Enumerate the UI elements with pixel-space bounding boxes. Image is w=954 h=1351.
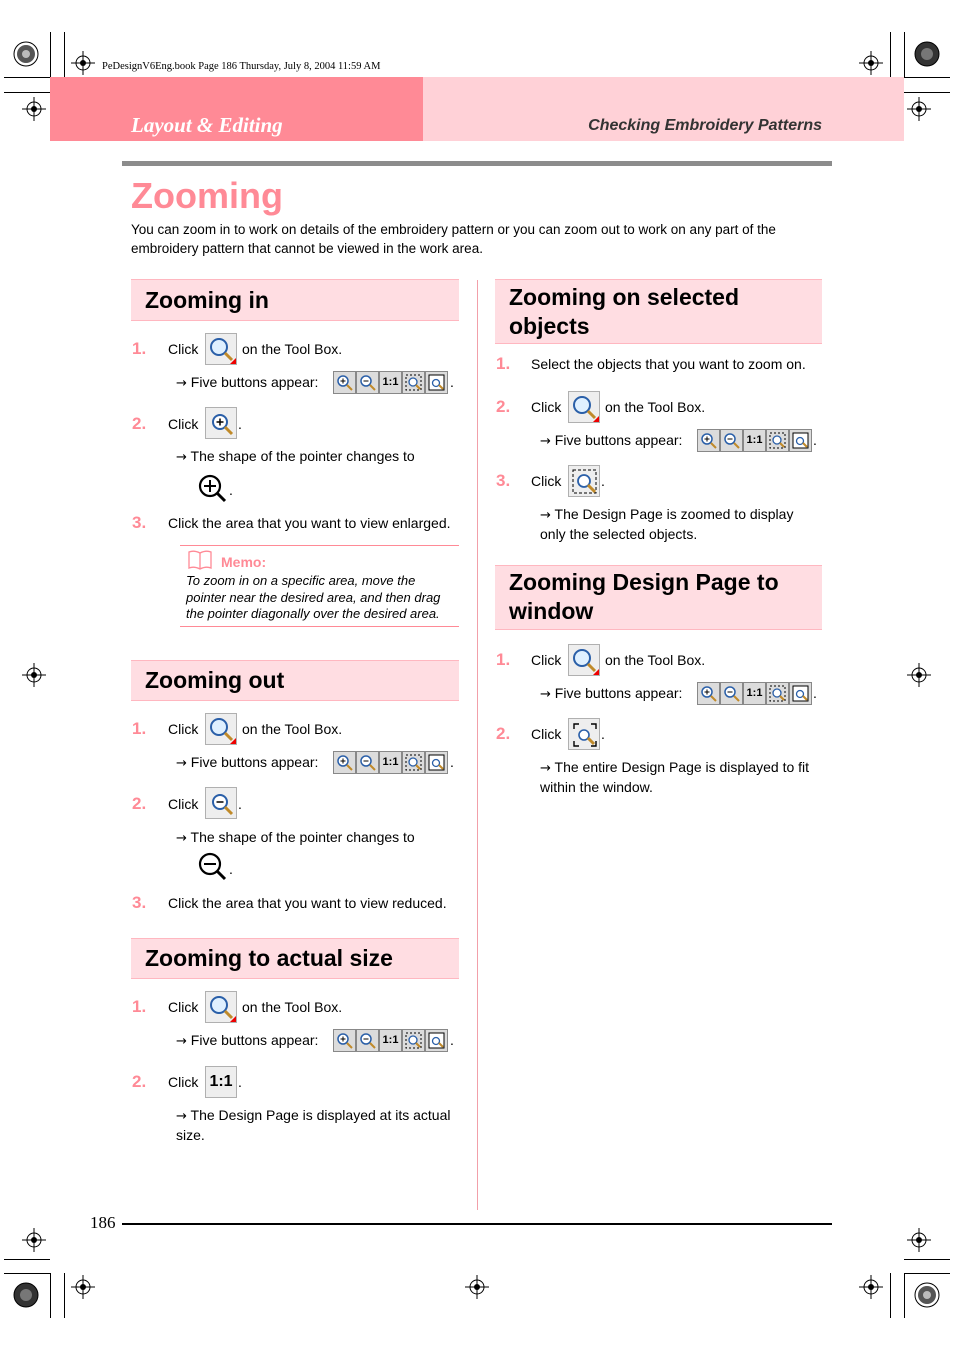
step-text: Click bbox=[531, 726, 562, 742]
registration-mark-icon bbox=[907, 1228, 931, 1252]
registration-mark-icon bbox=[71, 51, 95, 75]
step-number: 1. bbox=[496, 650, 511, 669]
zoom-selected-icon[interactable] bbox=[402, 751, 425, 774]
step-text: Click bbox=[531, 652, 562, 668]
zoom-selected-icon[interactable] bbox=[402, 1029, 425, 1052]
result-text: → Five buttons appear: bbox=[176, 374, 319, 391]
zoom-tool-button[interactable] bbox=[568, 644, 600, 676]
zoom-tool-button[interactable] bbox=[568, 391, 600, 423]
result-text: → Five buttons appear: bbox=[540, 432, 683, 449]
result-text: → The shape of the pointer changes to bbox=[176, 829, 415, 846]
step-number: 1. bbox=[132, 719, 147, 738]
step-text: Click the area that you want to view enlarged. bbox=[168, 515, 451, 531]
result-text: → The entire Design Page is displayed to fit within the window. bbox=[540, 759, 810, 795]
book-icon bbox=[187, 550, 213, 570]
registration-mark-icon bbox=[22, 97, 46, 121]
period: . bbox=[813, 432, 817, 448]
step-number: 2. bbox=[132, 414, 147, 433]
zoom-in-pointer-icon bbox=[197, 473, 227, 503]
zoom-out-button[interactable] bbox=[205, 787, 237, 819]
registration-mark-icon bbox=[22, 663, 46, 687]
zoom-button-strip bbox=[333, 751, 448, 774]
memo-box bbox=[180, 545, 459, 627]
zoom-in-icon[interactable] bbox=[333, 1029, 356, 1052]
memo-text: To zoom in on a specific area, move the pointer near the desired area, and then drag the pointer diagonally over the desired area. bbox=[186, 573, 441, 621]
zoom-selected-icon[interactable] bbox=[402, 371, 425, 394]
registration-mark-icon bbox=[907, 663, 931, 687]
step-text: Click bbox=[168, 416, 199, 432]
step-text: on the Tool Box. bbox=[605, 399, 706, 415]
zoom-out-icon[interactable] bbox=[720, 682, 743, 705]
zoom-in-icon[interactable] bbox=[697, 682, 720, 705]
memo-title: Memo: bbox=[221, 554, 267, 570]
zoom-in-button[interactable] bbox=[205, 407, 237, 439]
period: . bbox=[238, 1074, 242, 1090]
page-title: Zooming bbox=[131, 175, 283, 216]
star-target-icon bbox=[914, 41, 940, 67]
zoom-tool-button[interactable] bbox=[205, 991, 237, 1023]
zoom-in-icon[interactable] bbox=[333, 751, 356, 774]
period: . bbox=[229, 861, 233, 877]
zoom-to-window-button[interactable] bbox=[568, 718, 600, 750]
result-text: → Five buttons appear: bbox=[540, 685, 683, 702]
registration-mark-icon bbox=[859, 51, 883, 75]
zoom-out-icon[interactable] bbox=[720, 429, 743, 452]
page-number: 186 bbox=[90, 1213, 116, 1232]
step-text: on the Tool Box. bbox=[605, 652, 706, 668]
actual-size-icon[interactable]: 1:1 bbox=[743, 682, 766, 705]
column-divider bbox=[477, 280, 478, 1210]
zoom-selected-icon[interactable] bbox=[766, 682, 789, 705]
step-number: 2. bbox=[132, 794, 147, 813]
registration-mark-icon bbox=[859, 1275, 883, 1299]
period: . bbox=[450, 754, 454, 770]
section-heading: Zooming on selected objects bbox=[509, 284, 740, 339]
zoom-button-strip bbox=[697, 429, 812, 452]
actual-size-icon[interactable]: 1:1 bbox=[743, 429, 766, 452]
zoom-to-window-icon[interactable] bbox=[789, 429, 812, 452]
step-text: Click bbox=[168, 1074, 199, 1090]
section-title: Checking Embroidery Patterns bbox=[588, 117, 822, 134]
result-text: → Five buttons appear: bbox=[176, 754, 319, 771]
step-number: 3. bbox=[132, 893, 147, 912]
section-heading: Zooming in bbox=[145, 287, 269, 313]
period: . bbox=[450, 1032, 454, 1048]
section-heading: Zooming Design Page to window bbox=[509, 569, 779, 624]
zoom-selected-button[interactable] bbox=[568, 465, 600, 497]
result-text: → Five buttons appear: bbox=[176, 1032, 319, 1049]
period: . bbox=[601, 473, 605, 489]
step-text: Click bbox=[531, 399, 562, 415]
step-number: 3. bbox=[496, 471, 511, 490]
registration-mark-icon bbox=[465, 1275, 489, 1299]
step-text: Click bbox=[168, 341, 199, 357]
zoom-to-window-icon[interactable] bbox=[425, 371, 448, 394]
period: . bbox=[238, 416, 242, 432]
zoom-selected-icon[interactable] bbox=[766, 429, 789, 452]
zoom-out-icon[interactable] bbox=[356, 371, 379, 394]
zoom-out-icon[interactable] bbox=[356, 1029, 379, 1052]
period: . bbox=[450, 374, 454, 390]
actual-size-icon[interactable]: 1:1 bbox=[379, 1029, 402, 1052]
section-actual-size bbox=[131, 938, 459, 979]
section-heading: Zooming to actual size bbox=[145, 945, 393, 971]
star-target-icon bbox=[914, 1282, 940, 1308]
section-zoom-window bbox=[495, 565, 822, 630]
step-number: 2. bbox=[496, 397, 511, 416]
step-number: 1. bbox=[132, 339, 147, 358]
registration-mark-icon bbox=[71, 1275, 95, 1299]
star-target-icon bbox=[13, 41, 39, 67]
step-text: on the Tool Box. bbox=[242, 999, 343, 1015]
section-heading: Zooming out bbox=[145, 667, 285, 693]
zoom-out-icon[interactable] bbox=[356, 751, 379, 774]
section-zooming-out bbox=[131, 660, 459, 701]
step-text: Click bbox=[531, 473, 562, 489]
zoom-tool-button[interactable] bbox=[205, 333, 237, 365]
chapter-title: Layout & Editing bbox=[131, 113, 283, 137]
top-rule bbox=[122, 161, 832, 166]
step-number: 3. bbox=[132, 513, 147, 532]
step-text: Click bbox=[168, 999, 199, 1015]
step-text: on the Tool Box. bbox=[242, 341, 343, 357]
zoom-button-strip bbox=[333, 371, 448, 394]
result-text: → The Design Page is displayed at its actual size. bbox=[176, 1107, 451, 1143]
actual-size-button[interactable] bbox=[205, 1066, 237, 1098]
footer-rule bbox=[122, 1223, 832, 1225]
intro-text: You can zoom in to work on details of the embroidery pattern or you can zoom out to work on any part of the embroidery pattern that cannot be viewed in the work area. bbox=[131, 222, 776, 256]
zoom-in-icon[interactable] bbox=[333, 371, 356, 394]
step-text: Click bbox=[168, 721, 199, 737]
actual-size-icon[interactable]: 1:1 bbox=[379, 371, 402, 394]
step-text: Click bbox=[168, 796, 199, 812]
zoom-out-pointer-icon bbox=[197, 851, 227, 881]
step-text: Select the objects that you want to zoom on. bbox=[531, 356, 806, 372]
zoom-button-strip bbox=[697, 682, 812, 705]
step-number: 2. bbox=[496, 724, 511, 743]
zoom-tool-button[interactable] bbox=[205, 713, 237, 745]
zoom-to-window-icon[interactable] bbox=[425, 751, 448, 774]
file-meta-line: PeDesignV6Eng.book Page 186 Thursday, July 8, 2004 11:59 AM bbox=[102, 61, 381, 72]
registration-mark-icon bbox=[907, 97, 931, 121]
step-number: 1. bbox=[132, 997, 147, 1016]
star-target-icon bbox=[13, 1282, 39, 1308]
zoom-in-icon[interactable] bbox=[697, 429, 720, 452]
result-text: → The Design Page is zoomed to display only the selected objects. bbox=[540, 506, 794, 542]
section-zooming-in bbox=[131, 279, 459, 321]
zoom-to-window-icon[interactable] bbox=[425, 1029, 448, 1052]
zoom-button-strip bbox=[333, 1029, 448, 1052]
registration-mark-icon bbox=[22, 1228, 46, 1252]
actual-size-icon[interactable]: 1:1 bbox=[379, 751, 402, 774]
section-zoom-selected bbox=[495, 279, 822, 344]
period: . bbox=[229, 482, 233, 498]
one-to-one-label: 1:1 bbox=[209, 1073, 233, 1090]
period: . bbox=[238, 796, 242, 812]
step-number: 1. bbox=[496, 354, 511, 373]
step-text: Click the area that you want to view reduced. bbox=[168, 895, 447, 911]
result-text: → The shape of the pointer changes to bbox=[176, 448, 415, 465]
zoom-to-window-icon[interactable] bbox=[789, 682, 812, 705]
period: . bbox=[813, 685, 817, 701]
step-text: on the Tool Box. bbox=[242, 721, 343, 737]
step-number: 2. bbox=[132, 1072, 147, 1091]
period: . bbox=[601, 726, 605, 742]
